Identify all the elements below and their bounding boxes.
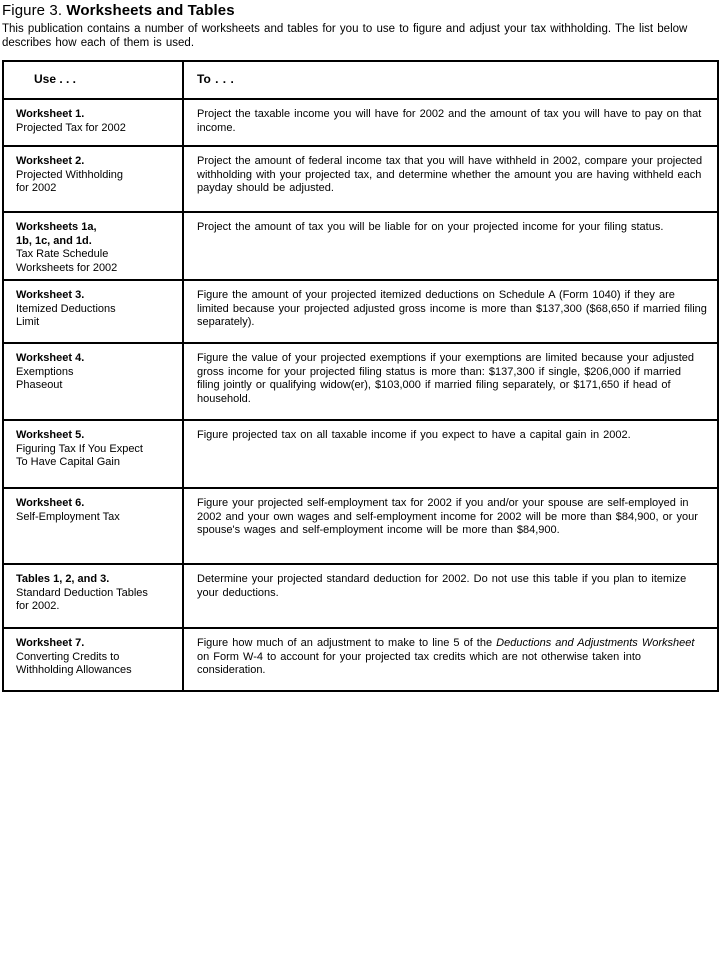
table-row — [4, 145, 717, 211]
to-cell: Figure the value of your projected exemptions if your exemptions are limited because your adjusted gross income for your projected filing status is more than: $137,300 if single, $206,000 if married filing jointly or qualifying widow(er), $103,000 if married filing separately, or $171,650 if head of household. — [197, 352, 695, 405]
worksheet-subtitle: Itemized Deductions Limit — [16, 302, 116, 328]
use-cell — [4, 629, 184, 690]
to-cell: Figure the amount of your projected itemized deductions on Schedule A (Form 1040) if they are limited because your projected adjusted gross income is more than $137,300 ($68,650 if married filing separately). — [197, 289, 707, 328]
worksheet-subtitle: Projected Withholding for 2002 — [16, 168, 124, 194]
table-row — [4, 627, 717, 690]
figure-label: Figure 3. — [2, 2, 63, 19]
worksheet-name: Worksheet 4. — [16, 352, 85, 364]
to-cell: Project the amount of tax you will be liable for on your projected income for your filing status. — [197, 221, 664, 233]
table-name: Tables 1, 2, and 3. — [16, 573, 110, 585]
worksheet-subtitle: Figuring Tax If You Expect To Have Capital Gain — [16, 442, 143, 468]
worksheets-table — [2, 60, 719, 692]
worksheet-name: Worksheet 3. — [16, 289, 85, 301]
table-row — [4, 342, 717, 419]
to-cell: Project the amount of federal income tax that you will have withheld in 2002, compare your projected withholding with your projected tax, and determine whether the amount you are having withheld each payday should be adjusted. — [197, 155, 703, 194]
table-row — [4, 419, 717, 487]
use-cell — [4, 565, 184, 627]
worksheet-name: Worksheet 2. — [16, 155, 85, 167]
worksheet-name: Worksheet 6. — [16, 497, 85, 509]
to-cell: Determine your projected standard deduction for 2002. Do not use this table if you plan to itemize your deductions. — [197, 573, 687, 599]
worksheet-name: Worksheet 5. — [16, 429, 85, 441]
table-header-row — [4, 62, 717, 98]
use-cell — [4, 489, 184, 563]
table-subtitle: Standard Deduction Tables for 2002. — [16, 586, 148, 612]
worksheet-subtitle: Tax Rate Schedule Worksheets for 2002 — [16, 248, 118, 274]
worksheet-name: Worksheets 1a, 1b, 1c, and 1d. — [16, 221, 97, 247]
worksheet-subtitle: Self-Employment Tax — [16, 510, 120, 523]
to-cell: Figure your projected self-employment tax for 2002 if you and/or your spouse are self-employed in 2002 and your own wages and self-employment income for 2002 will be more than $84,900, or your spouse's wages and self-employment income will be more than $84,900. — [197, 497, 698, 536]
table-row — [4, 487, 717, 563]
use-cell — [4, 421, 184, 487]
use-cell — [4, 213, 184, 279]
use-cell — [4, 344, 184, 419]
figure-title — [2, 2, 720, 20]
use-cell — [4, 281, 184, 342]
worksheet-subtitle: Projected Tax for 2002 — [16, 121, 126, 134]
table-row — [4, 279, 717, 342]
to-cell: Project the taxable income you will have for 2002 and the amount of tax you will have to pay on that income. — [197, 108, 702, 134]
worksheet-subtitle: Exemptions Phaseout — [16, 365, 74, 391]
figure-intro: This publication contains a number of worksheets and tables for you to use to figure and adjust your tax withholding. The list below describes how each of them is used. — [2, 23, 688, 49]
header-use-cell: Use . . . — [4, 62, 184, 98]
worksheet-subtitle: Converting Credits to Withholding Allowances — [16, 650, 132, 676]
table-row — [4, 563, 717, 627]
to-cell: Figure how much of an adjustment to make to line 5 of the Deductions and Adjustments Worksheet on Form W-4 to account for your projected tax credits which are not otherwise taken into consideration. — [197, 637, 695, 676]
worksheet-name: Worksheet 7. — [16, 637, 85, 649]
table-row — [4, 211, 717, 279]
use-cell — [4, 100, 184, 145]
table-row — [4, 98, 717, 145]
use-cell — [4, 147, 184, 211]
figure-title-text: Worksheets and Tables — [66, 2, 235, 19]
header-to-cell: To . . . — [197, 72, 234, 86]
worksheet-name: Worksheet 1. — [16, 108, 85, 120]
to-cell: Figure projected tax on all taxable income if you expect to have a capital gain in 2002. — [197, 429, 631, 441]
